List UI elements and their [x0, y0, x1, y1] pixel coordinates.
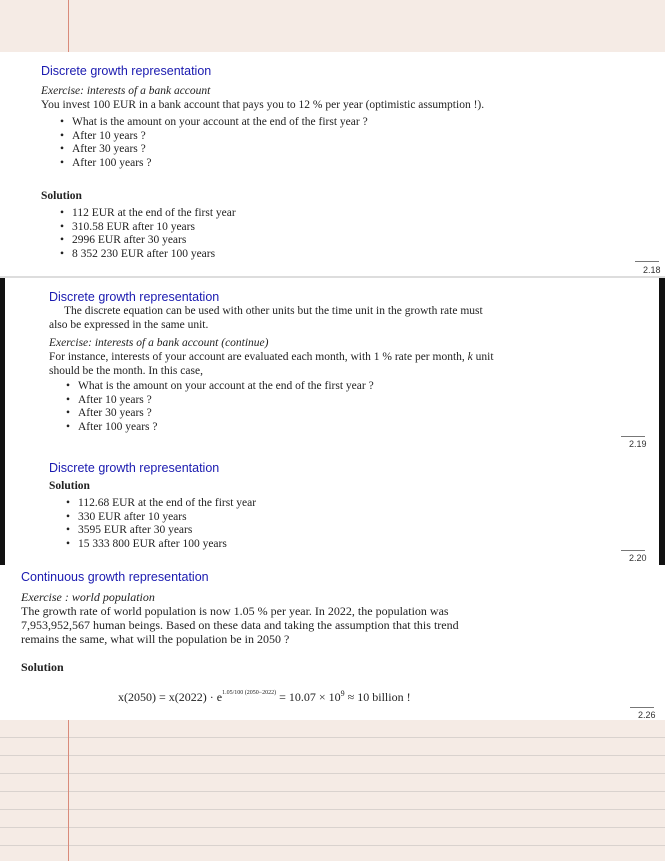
list-item: • 3595 EUR after 30 years [66, 524, 256, 538]
question-list [66, 380, 374, 434]
margin-line-top [68, 0, 69, 52]
paragraph-line: 7,953,952,567 human beings. Based on these data and taking the assumption that this trend [21, 618, 459, 632]
slide-title: Discrete growth representation [49, 461, 220, 475]
exercise-intro: should be the month. In this case, [49, 365, 203, 377]
intro-text: unit [475, 351, 494, 363]
slide-2-26 [0, 565, 665, 720]
list-item: • 2996 EUR after 30 years [60, 234, 236, 248]
formula-lhs: x(2050) = x(2022) · e [118, 690, 223, 704]
list-item: • After 30 years ? [60, 143, 368, 157]
answer-list [60, 207, 236, 261]
page-number: 2.18 [643, 265, 661, 275]
notebook-top-band [0, 0, 665, 52]
list-item: • After 100 years ? [66, 421, 374, 435]
variable-k: k [467, 351, 473, 363]
list-item: • 310.58 EUR after 10 years [60, 221, 236, 235]
slide-title: Discrete growth representation [49, 290, 220, 304]
slide-title: Continuous growth representation [21, 570, 209, 584]
slide-2-19 [0, 278, 665, 451]
list-item: • 15 333 800 EUR after 100 years [66, 538, 256, 552]
list-item: • After 10 years ? [66, 394, 374, 408]
margin-line-bottom [68, 720, 69, 861]
list-item: • What is the amount on your account at the end of the first year ? [60, 116, 368, 130]
list-item: • After 10 years ? [60, 130, 368, 144]
slide-2-20 [0, 451, 665, 565]
exercise-label: Exercise: interests of a bank account (continue) [49, 337, 269, 349]
paragraph-line: The discrete equation can be used with other units but the time unit in the growth rate must [64, 305, 483, 317]
exercise-intro: You invest 100 EUR in a bank account that pays you to 12 % per year (optimistic assumption !). [41, 99, 485, 111]
formula-rhs: = 10.07 × 10 [279, 690, 341, 704]
solution-heading: Solution [41, 190, 82, 202]
page-number: 2.26 [638, 710, 656, 720]
list-item: • After 30 years ? [66, 407, 374, 421]
paragraph-line: The growth rate of world population is now 1.05 % per year. In 2022, the population was [21, 604, 449, 618]
paragraph-line: remains the same, what will the population be in 2050 ? [21, 632, 290, 646]
paragraph-line: also be expressed in the same unit. [49, 319, 209, 331]
page-rule [621, 436, 645, 437]
list-item: • 112 EUR at the end of the first year [60, 207, 236, 221]
list-item: • 112.68 EUR at the end of the first year [66, 497, 256, 511]
exercise-label: Exercise: interests of a bank account [41, 85, 211, 97]
formula-power: 9 [340, 689, 345, 698]
answer-list [66, 497, 256, 551]
page-rule [621, 550, 645, 551]
page-number: 2.20 [629, 553, 647, 563]
page-rule [630, 707, 654, 708]
list-item: • What is the amount on your account at the end of the first year ? [66, 380, 374, 394]
list-item: • After 100 years ? [60, 157, 368, 171]
page-number: 2.19 [629, 439, 647, 449]
slide-title: Discrete growth representation [41, 64, 212, 78]
notebook-ruled-area [0, 720, 665, 861]
formula-tail: ≈ 10 billion ! [347, 690, 411, 704]
exercise-intro [49, 350, 494, 364]
intro-text: For instance, interests of your account are evaluated each month, with 1 % rate per month, [49, 351, 465, 363]
solution-heading: Solution [21, 660, 64, 674]
question-list [60, 116, 368, 170]
solution-heading: Solution [49, 480, 90, 492]
page-rule [635, 261, 659, 262]
exercise-label: Exercise : world population [21, 590, 155, 604]
list-item: • 330 EUR after 10 years [66, 511, 256, 525]
slide-2-18 [0, 52, 665, 276]
formula-exponent: 1.05/100 (2050−2022) [222, 690, 277, 696]
list-item: • 8 352 230 EUR after 100 years [60, 248, 236, 262]
population-formula [118, 689, 411, 705]
slide-dark-border-left [0, 278, 5, 565]
slide-dark-border-right [659, 278, 665, 565]
